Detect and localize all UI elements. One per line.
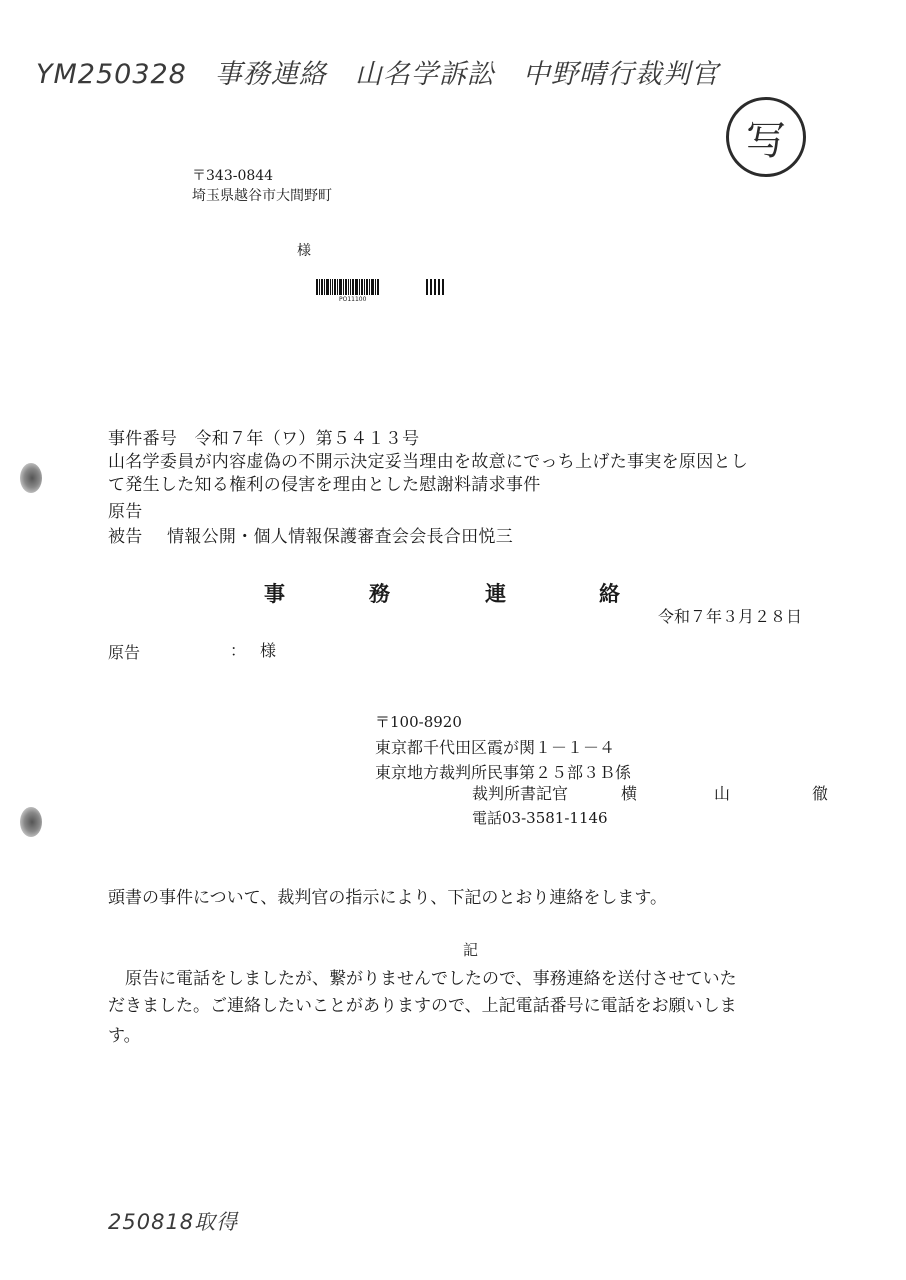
document-title-char-2: 務 [369,581,390,606]
plaintiff-label: 原告 [108,502,143,522]
recipient-label: 原告 [108,643,141,662]
recipient-postal-code: 〒343-0844 [192,168,274,184]
handwritten-note-bottom: 250818取得 [108,1210,239,1234]
punch-hole-top [20,463,42,493]
body-line-1: 原告に電話をしましたが、繋がりませんでしたので、事務連絡を送付させていた [108,969,737,989]
body-line-2: だきました。ご連絡したいことがありますので、上記電話番号に電話をお願いしま [108,996,737,1016]
body-intro: 頭書の事件について、裁判官の指示により、下記のとおり連絡をします。 [108,888,667,908]
handwritten-note-top: YM250328 事務連絡 山名学訴訟 中野晴行裁判官 [36,59,719,90]
sender-court: 東京地方裁判所民事第２５部３Ｂ係 [375,763,632,782]
recipient-colon: ： [230,641,247,660]
clerk-name-char-3: 徹 [812,784,829,803]
punch-hole-bottom [20,807,42,837]
document-date: 令和７年３月２８日 [658,607,803,626]
document-title-char-4: 絡 [599,581,620,606]
copy-stamp [726,97,806,177]
body-line-3: す。 [108,1026,141,1046]
barcode-number: PO11100 [339,296,367,303]
ki-marker: 記 [463,941,479,959]
document-title-char-1: 事 [264,581,285,606]
case-number: 事件番号 令和７年（ワ）第５４１３号 [108,429,420,449]
clerk-name-char-2: 山 [714,784,731,803]
copy-stamp-label: 写 [746,117,786,164]
case-name-line2: て発生した知る権利の侵害を理由とした慰謝料請求事件 [108,475,541,495]
recipient-honorific: 様 [297,243,311,259]
sender-postal-code: 〒100-8920 [375,713,462,731]
recipient-address: 埼玉県越谷市大間野町 [192,188,332,204]
recipient-title: 様 [260,641,277,660]
barcode [316,279,379,295]
defendant-label: 被告 [108,527,143,547]
sender-address: 東京都千代田区霞が関１－１－４ [375,738,616,757]
document-title-char-3: 連 [485,581,506,606]
case-name-line1: 山名学委員が内容虚偽の不開示決定妥当理由を故意にでっち上げた事実を原因とし [108,452,749,472]
barcode-secondary [426,279,444,295]
defendant-name: 情報公開・個人情報保護審査会会長合田悦三 [167,527,513,547]
clerk-title: 裁判所書記官 [472,784,569,803]
sender-phone: 電話03-3581-1146 [472,809,608,827]
clerk-name-char-1: 横 [621,784,638,803]
